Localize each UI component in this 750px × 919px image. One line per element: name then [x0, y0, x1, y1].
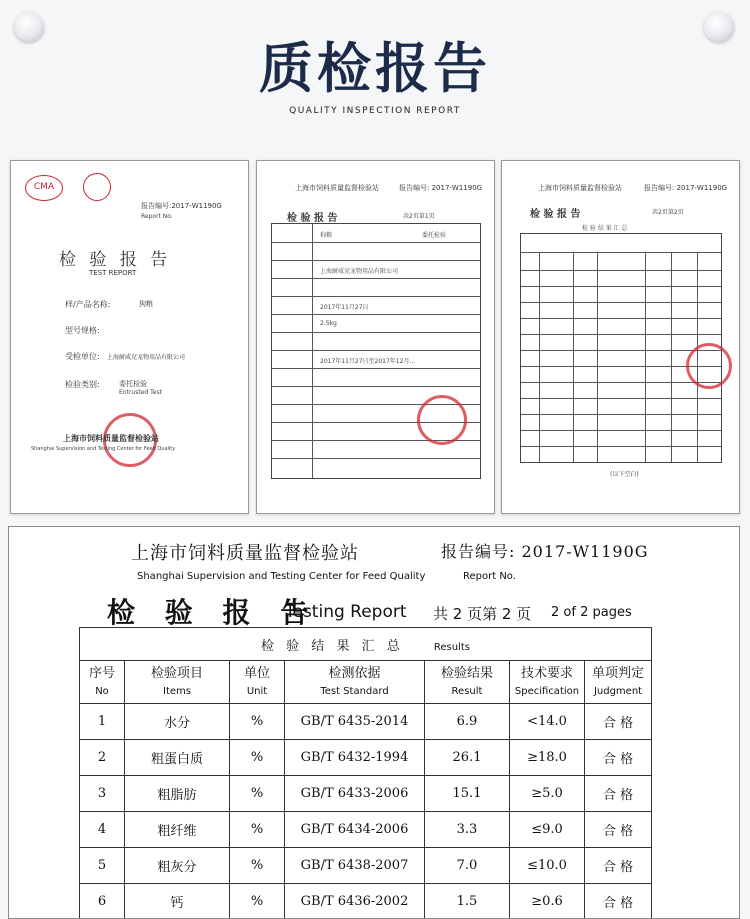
table-row: 3 粗脂肪 % GB/T 6433-2006 15.1 ≥5.0 合 格 — [80, 776, 652, 812]
page-two-footer: (以下空白) — [610, 469, 639, 478]
page-two-result-table — [520, 233, 722, 463]
cover-heading: 检 验 报 告 — [59, 245, 171, 270]
table-row: 4 粗纤维 % GB/T 6434-2006 3.3 ≤9.0 合 格 — [80, 812, 652, 848]
cover-report-no: 报告编号:2017-W1190G — [141, 201, 222, 211]
report-detail-view — [8, 526, 740, 919]
page-one-info-table: 狗粮 上海耐威克宠物用品有限公司 2017年11月27日 2.5kg 委托检验 2017年11月27日至2017年12月... — [271, 223, 481, 479]
page-two-page: 共2页第2页 — [652, 207, 684, 216]
report-page-two-thumbnail[interactable] — [501, 160, 740, 514]
cover-test-type-en: Entrusted Test — [119, 389, 162, 396]
detail-institution-cn: 上海市饲料质量监督检验站 — [131, 539, 359, 565]
cover-customer-value: 上海耐威克宠物用品有限公司 — [107, 352, 185, 361]
detail-report-no-en: Report No. — [463, 571, 516, 582]
detail-report-title-en: Testing Report — [285, 602, 407, 622]
detail-institution-en: Shanghai Supervision and Testing Center for Feed Quality — [137, 571, 425, 582]
detail-report-title: 检 验 报 告 — [107, 591, 318, 631]
page-two-report-no: 报告编号: 2017-W1190G — [644, 183, 727, 193]
page-two-org: 上海市饲料质量监督检验站 — [538, 183, 622, 193]
detail-page-en: 2 of 2 pages — [551, 605, 632, 620]
cover-model-label: 型号规格: — [65, 325, 100, 336]
column-header: 技术要求 Specification — [510, 661, 585, 704]
table-row: 1 水分 % GB/T 6435-2014 6.9 <14.0 合 格 — [80, 704, 652, 740]
column-header: 单项判定 Judgment — [585, 661, 652, 704]
cover-org-en: Shanghai Supervision and Testing Center for Feed Quality — [31, 446, 175, 452]
results-header-row — [80, 661, 652, 704]
cover-sample-value: 狗粮 — [139, 299, 153, 309]
cma-logo-icon: CMA — [25, 175, 63, 201]
page-subtitle: QUALITY INSPECTION REPORT — [0, 106, 750, 116]
report-page-one-thumbnail[interactable] — [256, 160, 495, 514]
page-title: 质检报告 — [0, 26, 750, 103]
detail-report-no: 报告编号: 2017-W1190G — [441, 539, 649, 562]
cac-logo-icon — [83, 173, 111, 201]
results-table — [79, 627, 652, 919]
table-row: 5 粗灰分 % GB/T 6438-2007 7.0 ≤10.0 合 格 — [80, 848, 652, 884]
cover-customer-label: 受检单位: — [65, 351, 100, 362]
cover-sample-label: 样/产品名称: — [65, 299, 110, 310]
table-row: 2 粗蛋白质 % GB/T 6432-1994 26.1 ≥18.0 合 格 — [80, 740, 652, 776]
page-two-stamp-icon — [686, 343, 732, 389]
report-cover-thumbnail[interactable] — [10, 160, 249, 514]
cover-org-cn: 上海市饲料质量监督检验站 — [63, 433, 159, 444]
page-two-heading: 检 验 报 告 — [530, 205, 580, 220]
column-header: 检验结果 Result — [425, 661, 510, 704]
table-row: 6 钙 % GB/T 6436-2002 1.5 ≥0.6 合 格 — [80, 884, 652, 919]
page-one-heading: 检 验 报 告 — [287, 209, 337, 224]
page-one-org: 上海市饲料质量监督检验站 — [295, 183, 379, 193]
cover-report-no-en: Report No. — [141, 213, 173, 220]
cover-test-type-value: 委托检验 — [119, 379, 147, 389]
page-one-page: 共2页第1页 — [403, 211, 435, 220]
page-one-report-no: 报告编号: 2017-W1190G — [399, 183, 482, 193]
column-header: 检测依据 Test Standard — [285, 661, 425, 704]
detail-page-cn: 共 2 页第 2 页 — [433, 603, 531, 624]
column-header: 单位 Unit — [230, 661, 285, 704]
cover-heading-en: TEST REPORT — [89, 269, 136, 277]
page-one-stamp-icon — [417, 395, 467, 445]
results-caption: 检 验 结 果 汇 总 Results — [80, 628, 652, 661]
column-header: 序号 No — [80, 661, 125, 704]
cover-test-type-label: 检验类别: — [65, 379, 100, 390]
page-two-summary: 检 验 结 果 汇 总 — [582, 223, 628, 232]
column-header: 检验项目 Items — [125, 661, 230, 704]
